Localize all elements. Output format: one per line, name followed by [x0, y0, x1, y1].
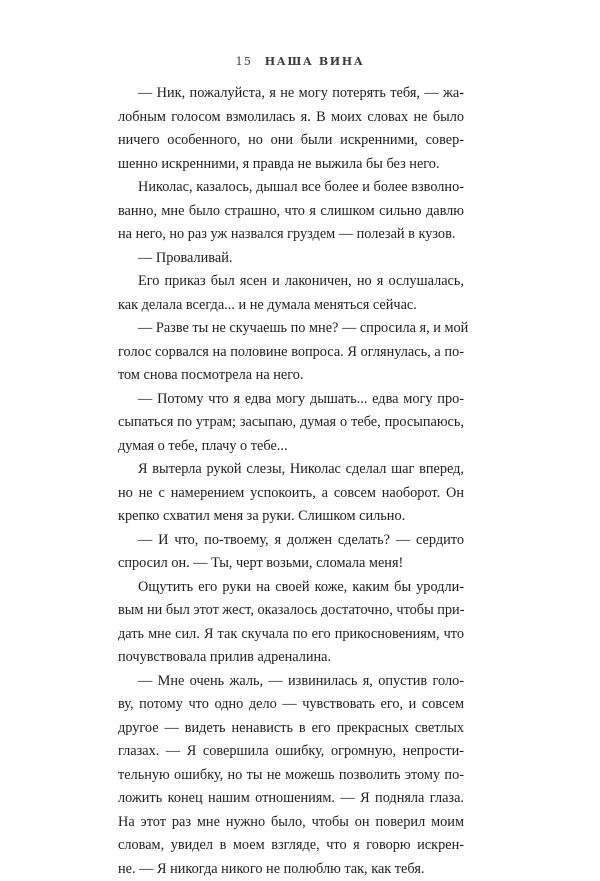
text-line: Его приказ был ясен и лаконичен, но я ослушалась, — [118, 270, 464, 294]
text-line: — Мне очень жаль, — извинилась я, опустив голо- — [118, 670, 464, 694]
text-line: крепко схватил меня за руки. Слишком сильно. — [118, 505, 464, 529]
text-line: — Разве ты не скучаешь по мне? — спросила я, и мой — [118, 317, 464, 341]
text-line: сыпаться по утрам; засыпаю, думая о тебе, просыпаюсь, — [118, 411, 464, 435]
text-line: на него, но раз уж назвался груздем — полезай в кузов. — [118, 223, 464, 247]
text-line: но не с намерением успокоить, а совсем наоборот. Он — [118, 482, 464, 506]
text-line: голос сорвался на половине вопроса. Я оглянулась, а по- — [118, 341, 464, 365]
text-line: шенно искренними, я правда не выжила бы без него. — [118, 153, 464, 177]
text-line: спросил он. — Ты, черт возьми, сломала меня! — [118, 552, 464, 576]
text-line: как делала всегда... и не думала меняться сейчас. — [118, 294, 464, 318]
text-line: На этот раз мне нужно было, чтобы он поверил моим — [118, 811, 464, 835]
text-line: другое — видеть ненависть в его прекрасных светлых — [118, 717, 464, 741]
text-line: тельную ошибку, но ты не можешь позволить этому по- — [118, 764, 464, 788]
text-line: — Проваливай. — [118, 247, 464, 271]
text-line: том снова посмотрела на него. — [118, 364, 464, 388]
text-line: думая о тебе, плачу о тебе... — [118, 435, 464, 459]
text-line: Ощутить его руки на своей коже, каким бы уродли- — [118, 576, 464, 600]
text-line: глазах. — Я совершила ошибку, огромную, непрости- — [118, 740, 464, 764]
body-text — [118, 82, 464, 881]
text-line: ничего особенного, но они были искренними, совер- — [118, 129, 464, 153]
text-line: ванно, мне было страшно, что я слишком сильно давлю — [118, 200, 464, 224]
text-line: ву, потому что одно дело — чувствовать его, и совсем — [118, 693, 464, 717]
text-line: ложить конец нашим отношениям. — Я подняла глаза. — [118, 787, 464, 811]
text-line: — И что, по-твоему, я должен сделать? — сердито — [118, 529, 464, 553]
text-line: Николас, казалось, дышал все более и более взволно- — [118, 176, 464, 200]
text-line: вым ни был этот жест, оказалось достаточно, чтобы при- — [118, 599, 464, 623]
text-line: — Потому что я едва могу дышать... едва могу про- — [118, 388, 464, 412]
text-line: не. — Я никогда никого не полюблю так, как тебя. — [118, 858, 464, 881]
text-line: почувствовала прилив адреналина. — [118, 646, 464, 670]
page-number: 15 — [236, 55, 252, 68]
text-line: лобным голосом взмолилась я. В моих словах не было — [118, 106, 464, 130]
text-line: словам, увидел в моем взгляде, что я говорю искрен- — [118, 834, 464, 858]
running-header — [0, 55, 600, 68]
text-line: — Ник, пожалуйста, я не могу потерять тебя, — жа- — [118, 82, 464, 106]
text-line: дать мне сил. Я так скучала по его прикосновениям, что — [118, 623, 464, 647]
book-title: НАША ВИНА — [265, 55, 365, 68]
text-line: Я вытерла рукой слезы, Николас сделал шаг вперед, — [118, 458, 464, 482]
